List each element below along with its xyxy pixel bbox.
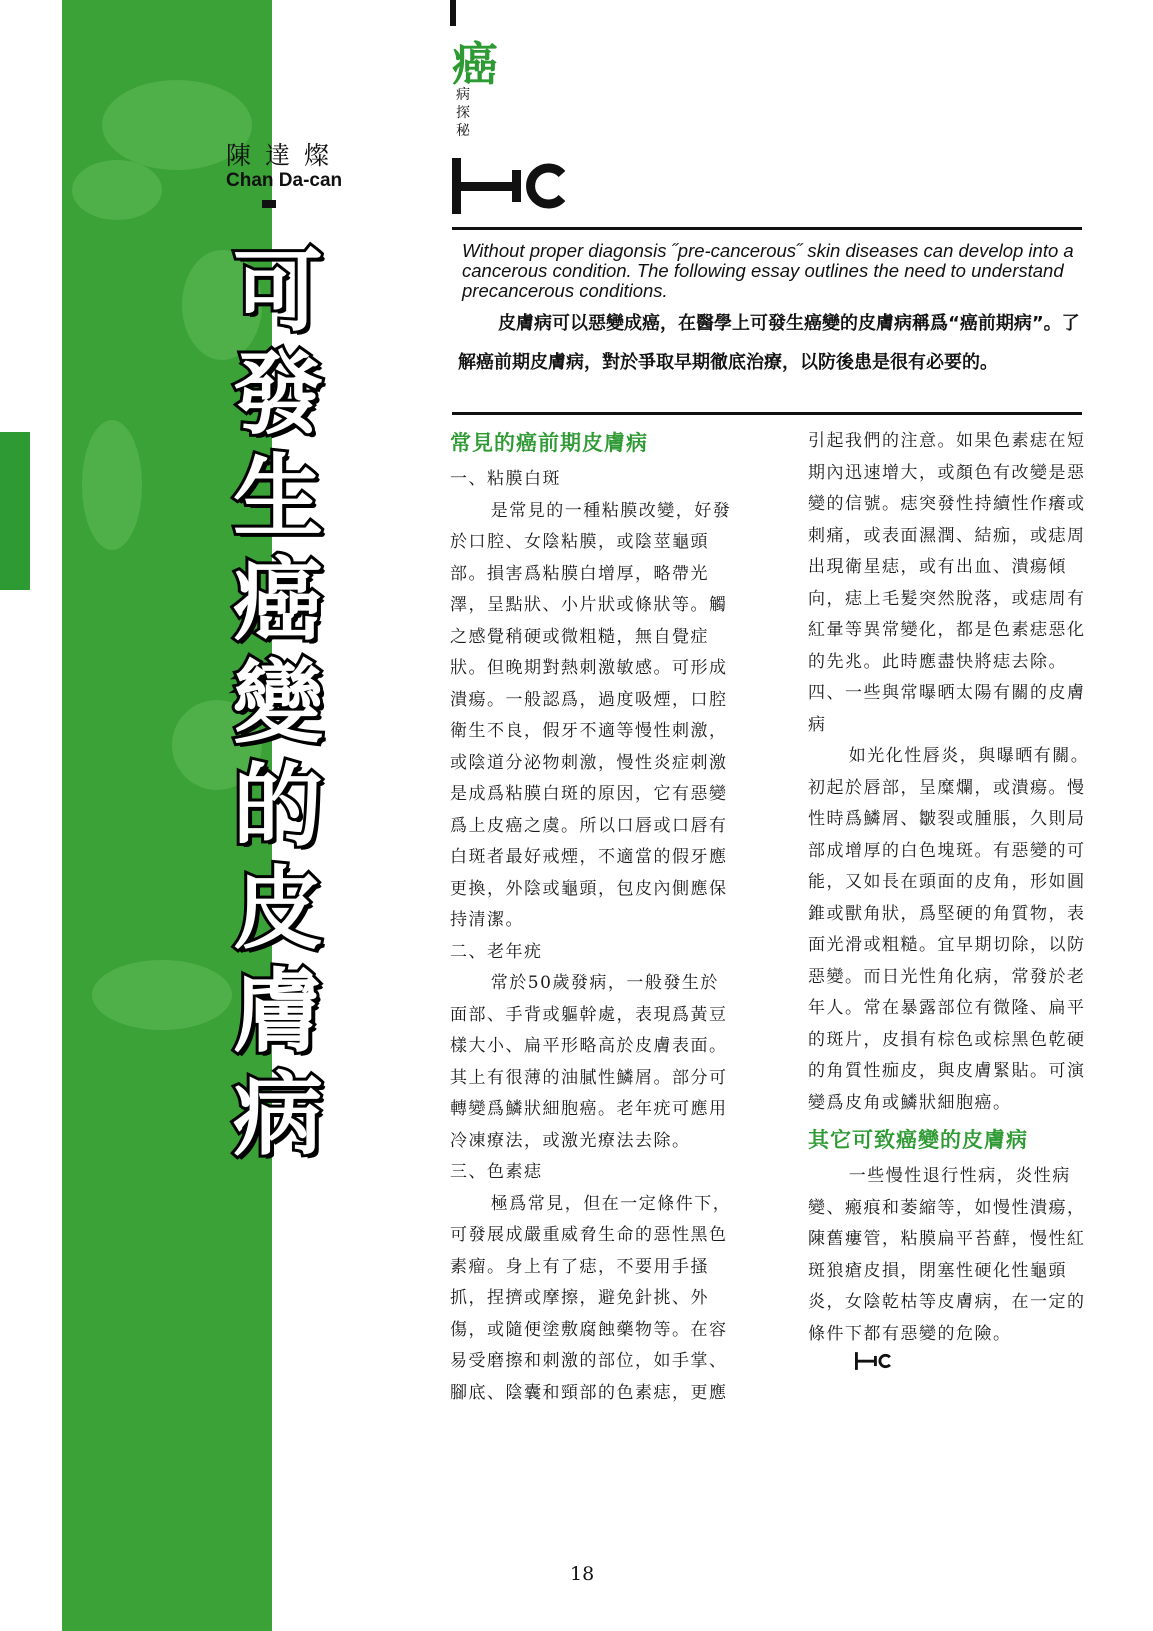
final-paragraph [808, 1161, 1090, 1382]
intro-text: 皮膚病可以惡變成癌，在醫學上可發生癌變的皮膚病稱爲“癌前期病”。了解癌前期皮膚病，對於爭取早期徹底治療，以防後患是很有必要的。 [458, 313, 1080, 373]
left-edge-tab [0, 432, 30, 590]
column-subtitle-char: 探 [456, 105, 470, 121]
column-subtitle [456, 86, 472, 140]
title-char: 可 [233, 239, 323, 344]
header-rule-bottom [452, 412, 1082, 415]
header-rule-top [452, 227, 1082, 230]
article-title [218, 240, 338, 1167]
author-marker [262, 200, 276, 208]
title-char: 膚 [233, 960, 323, 1065]
title-char: 的 [233, 754, 323, 859]
column-top-bar [450, 0, 456, 26]
section-heading: 常見的癌前期皮膚病 [450, 431, 648, 455]
item-title: 四、一些與常曝晒太陽有關的皮膚病 [808, 683, 1086, 735]
english-summary: Without proper diagonsis ˝pre-cancerous˝ skin diseases can develop into a cancerous condition. The following essay outlines the need to understand precancerous conditions. [462, 240, 1074, 301]
item-text: 是常見的一種粘膜改變，好發於口腔、女陰粘膜，或陰莖龜頭部。損害爲粘膜白增厚，略帶光澤，呈點狀、小片狀或條狀等。觸之感覺稍硬或微粗糙，無自覺症狀。但晚期對熱刺激敏感。可形成潰瘍。一般認爲，過度吸煙，口腔衛生不良，假牙不適等慢性刺激，或陰道分泌物刺激，慢性炎症刺激是成爲粘膜白斑的原因，它有惡變爲上皮癌之虞。所以口唇或口唇有白斑者最好戒煙，不適當的假牙應更換，外陰或龜頭，包皮內側應保持清潔。 [450, 500, 732, 930]
hc-logo-icon [452, 158, 572, 218]
title-char: 生 [233, 445, 323, 550]
item-title: 一、粘膜白斑 [450, 469, 561, 489]
title-char: 皮 [233, 857, 323, 962]
body-column-left [450, 426, 732, 1409]
item-title: 三、色素痣 [450, 1162, 543, 1182]
author-name-en: Chan Da-can [226, 170, 343, 191]
author-name-zh: 陳達燦 [226, 141, 344, 170]
item-text: 引起我們的注意。如果色素痣在短期內迅速增大，或顏色有改變是惡變的信號。痣突發性持續性作癢或刺痛，或表面濕潤、結痂，或痣周出現衛星痣，或有出血、潰瘍傾向，痣上毛髮突然脫落，或痣周有紅暈等異常變化，都是色素痣惡化的先兆。此時應盡快將痣去除。 [808, 431, 1086, 672]
title-char: 變 [233, 651, 323, 756]
title-char: 病 [233, 1063, 323, 1168]
item-text: 如光化性唇炎，與曝晒有關。初起於唇部，呈糜爛，或潰瘍。慢性時爲鱗屑、皺裂或腫脹，久則局部成增厚的白色塊斑。有惡變的可能，又如長在頭面的皮角，形如圓錐或獸角狀，爲堅硬的角質物，表面光滑或粗糙。宜早期切除，以防惡變。而日光性角化病，常發於老年人。常在暴露部位有微隆、扁平的斑片，皮損有棕色或棕黑色乾硬的角質性痂皮，與皮膚緊貼。可演變爲皮角或鱗狀細胞癌。 [808, 746, 1090, 1113]
section-heading: 其它可致癌變的皮膚病 [808, 1128, 1028, 1152]
title-char: 發 [233, 342, 323, 447]
body-column-right [808, 426, 1090, 1382]
column-subtitle-char: 病 [456, 87, 470, 103]
item-text: 極爲常見，但在一定條件下，可發展成嚴重威脅生命的惡性黑色素瘤。身上有了痣，不要用手搔抓，捏擠或摩擦，避免針挑、外傷，或隨便塗敷腐蝕藥物等。在容易受磨擦和刺激的部位，如手掌、腳底、陰囊和頸部的色素痣，更應 [450, 1193, 732, 1403]
final-text: 一些慢性退行性病，炎性病變、瘢痕和萎縮等，如慢性潰瘍，陳舊瘻管，粘膜扁平苔蘚，慢性紅斑狼瘡皮損，閉塞性硬化性龜頭炎，女陰乾枯等皮膚病，在一定的條件下都有惡變的危險。 [808, 1166, 1086, 1344]
hc-end-logo-icon [814, 1350, 893, 1382]
column-subtitle-char: 秘 [456, 123, 470, 139]
column-title: 癌 [452, 37, 498, 91]
item-title: 二、老年疣 [450, 941, 543, 962]
item-text: 常於50歲發病，一般發生於面部、手背或軀幹處，表現爲黃豆樣大小、扁平形略高於皮膚表面。其上有很薄的油膩性鱗屑。部分可轉變爲鱗狀細胞癌。老年疣可應用冷凍療法，或激光療法去除。 [450, 973, 728, 1151]
page-number: 18 [570, 1563, 595, 1585]
intro-paragraph [458, 304, 1088, 382]
title-char: 癌 [233, 548, 323, 653]
